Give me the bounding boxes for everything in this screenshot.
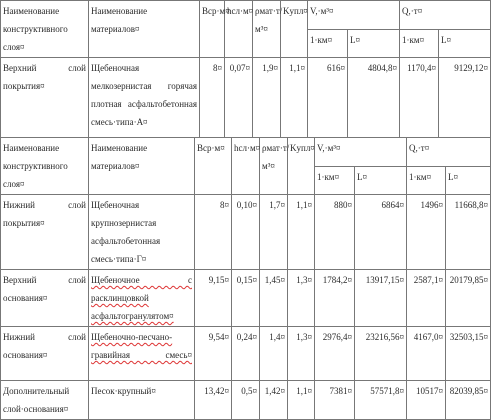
vl-cell: 4804,8¤ bbox=[348, 58, 400, 138]
subheader-v-l: L¤ bbox=[348, 29, 400, 58]
materials-table-bottom bbox=[0, 137, 491, 420]
table-row bbox=[1, 270, 491, 327]
h-cell: 0,10¤ bbox=[232, 195, 260, 270]
material-cell: Щебеночно-песчано-гравийная смесь¤ bbox=[89, 327, 195, 381]
h-cell: 0,15¤ bbox=[232, 270, 260, 327]
v1-cell: 616¤ bbox=[308, 58, 348, 138]
header-k: Kупл¤ bbox=[281, 1, 308, 58]
h-cell: 0,24¤ bbox=[232, 327, 260, 381]
k-cell: 1,1¤ bbox=[288, 195, 315, 270]
vl-cell: 13917,15¤ bbox=[355, 270, 407, 327]
v1-cell: 2976,4¤ bbox=[315, 327, 355, 381]
header-rho: ρмат·т/м³¤ bbox=[253, 1, 281, 58]
header-volume: V,·м³¤ bbox=[308, 1, 400, 30]
layer-cell: Верхний слой покрытия¤ bbox=[1, 58, 89, 138]
b-cell: 9,15¤ bbox=[195, 270, 232, 327]
table-row bbox=[1, 58, 491, 138]
rho-cell: 1,9¤ bbox=[253, 58, 281, 138]
subheader-v-1km: 1·км¤ bbox=[308, 29, 348, 58]
h-cell: 0,07¤ bbox=[225, 58, 253, 138]
q1-cell: 10517¤ bbox=[407, 381, 446, 420]
table-row bbox=[1, 381, 491, 420]
header-k: Kупл¤ bbox=[288, 138, 315, 195]
subheader-q-l: L¤ bbox=[439, 29, 491, 58]
layer-cell: Верхний слой основания¤ bbox=[1, 270, 89, 327]
header-b: Bср·м¤ bbox=[200, 1, 225, 58]
materials-table-top bbox=[0, 0, 491, 138]
v1-cell: 880¤ bbox=[315, 195, 355, 270]
k-cell: 1,1¤ bbox=[288, 381, 315, 420]
q1-cell: 2587,1¤ bbox=[407, 270, 446, 327]
header-layer-name: Наименование конструктивного слоя¤ bbox=[1, 138, 89, 195]
subheader-q-1km: 1·км¤ bbox=[400, 29, 439, 58]
ql-cell: 82039,85¤ bbox=[446, 381, 491, 420]
rho-cell: 1,7¤ bbox=[260, 195, 288, 270]
header-volume: V,·м³¤ bbox=[315, 138, 407, 167]
layer-cell: Дополнительный слой·основания¤ bbox=[1, 381, 89, 420]
k-cell: 1,3¤ bbox=[288, 327, 315, 381]
subheader-v-1km: 1·км¤ bbox=[315, 166, 355, 195]
layer-cell: Нижний слой основания¤ bbox=[1, 327, 89, 381]
ql-cell: 9129,12¤ bbox=[439, 58, 491, 138]
b-cell: 8¤ bbox=[200, 58, 225, 138]
material-cell: Песок·крупный¤ bbox=[89, 381, 195, 420]
vl-cell: 57571,8¤ bbox=[355, 381, 407, 420]
material-cell: Щебеночная крупнозернистая асфальтобетонная смесь·типа·Г¤ bbox=[89, 195, 195, 270]
v1-cell: 7381¤ bbox=[315, 381, 355, 420]
ql-cell: 32503,15¤ bbox=[446, 327, 491, 381]
header-b: Bср·м¤ bbox=[195, 138, 232, 195]
ql-cell: 11668,8¤ bbox=[446, 195, 491, 270]
q1-cell: 4167,0¤ bbox=[407, 327, 446, 381]
rho-cell: 1,4¤ bbox=[260, 327, 288, 381]
subheader-v-l: L¤ bbox=[355, 166, 407, 195]
subheader-q-1km: 1·км¤ bbox=[407, 166, 446, 195]
rho-cell: 1,45¤ bbox=[260, 270, 288, 327]
header-mass: Q,·т¤ bbox=[400, 1, 491, 30]
v1-cell: 1784,2¤ bbox=[315, 270, 355, 327]
b-cell: 9,54¤ bbox=[195, 327, 232, 381]
material-cell: Щебеночное с расклинцовкой асфальтогранулятом¤ bbox=[89, 270, 195, 327]
material-cell: Щебеночная мелкозернистая горячая плотная асфальтобетонная смесь·типа·А¤ bbox=[89, 58, 200, 138]
q1-cell: 1170,4¤ bbox=[400, 58, 439, 138]
table-row bbox=[1, 327, 491, 381]
vl-cell: 6864¤ bbox=[355, 195, 407, 270]
q1-cell: 1496¤ bbox=[407, 195, 446, 270]
b-cell: 13,42¤ bbox=[195, 381, 232, 420]
header-layer-name: Наименование конструктивного слоя¤ bbox=[1, 1, 89, 58]
header-row bbox=[1, 138, 491, 167]
header-mass: Q,·т¤ bbox=[407, 138, 491, 167]
header-h: hсл·м¤ bbox=[225, 1, 253, 58]
layer-cell: Нижний слой покрытия¤ bbox=[1, 195, 89, 270]
header-rho: ρмат·т/м³¤ bbox=[260, 138, 288, 195]
ql-cell: 20179,85¤ bbox=[446, 270, 491, 327]
table-row bbox=[1, 195, 491, 270]
h-cell: 0,5¤ bbox=[232, 381, 260, 420]
k-cell: 1,3¤ bbox=[288, 270, 315, 327]
vl-cell: 23216,56¤ bbox=[355, 327, 407, 381]
header-row bbox=[1, 1, 491, 30]
header-material-name: Наименование материалов¤ bbox=[89, 138, 195, 195]
k-cell: 1,1¤ bbox=[281, 58, 308, 138]
b-cell: 8¤ bbox=[195, 195, 232, 270]
rho-cell: 1,42¤ bbox=[260, 381, 288, 420]
header-material-name: Наименование материалов¤ bbox=[89, 1, 200, 58]
subheader-q-l: L¤ bbox=[446, 166, 491, 195]
header-h: hсл·м¤ bbox=[232, 138, 260, 195]
